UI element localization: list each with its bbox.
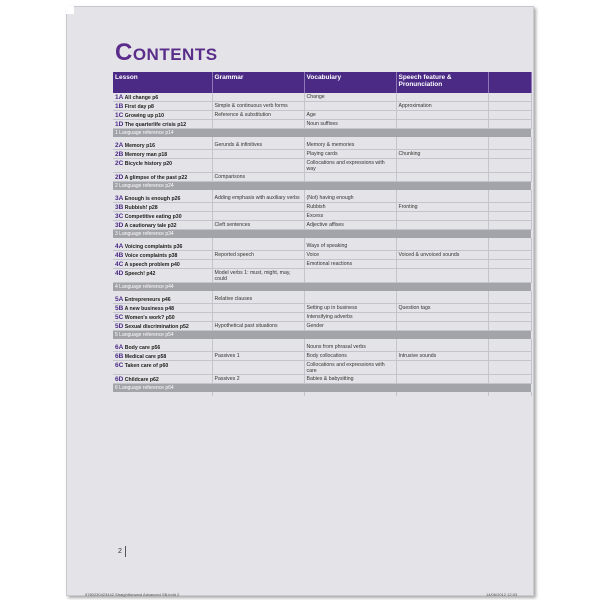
blank-cell — [488, 295, 531, 304]
language-reference-label: 1 Language reference p14 — [113, 129, 531, 138]
table-row — [113, 159, 531, 173]
vocabulary-cell: Gender — [304, 322, 396, 331]
language-reference-row — [113, 283, 531, 292]
table-row — [113, 304, 531, 313]
grammar-cell — [212, 159, 304, 173]
speech-cell: Approximation — [396, 102, 488, 111]
grammar-cell: Reported speech — [212, 251, 304, 260]
grammar-cell: Relative clauses — [212, 295, 304, 304]
language-reference-row — [113, 129, 531, 138]
vocabulary-cell — [304, 102, 396, 111]
grammar-cell — [212, 260, 304, 269]
grammar-cell: Passives 1 — [212, 352, 304, 361]
lesson-cell — [113, 313, 212, 322]
lesson-code: 5B — [115, 304, 124, 312]
grammar-cell: Hypothetical past situations — [212, 322, 304, 331]
column-header-speech: Speech feature & Pronunciation — [396, 72, 488, 93]
page-number: 2 — [118, 548, 122, 555]
speech-cell — [396, 361, 488, 375]
blank-cell — [488, 150, 531, 159]
vocabulary-cell: Babies & babysitting — [304, 375, 396, 384]
lesson-cell — [113, 93, 212, 102]
column-header-grammar: Grammar — [212, 72, 304, 93]
lesson-cell — [113, 173, 212, 182]
speech-cell — [396, 221, 488, 230]
table-row — [113, 212, 531, 221]
vocabulary-cell: Collocations and expressions with way — [304, 159, 396, 173]
lesson-page: p38 — [168, 252, 178, 259]
table-row — [113, 141, 531, 150]
lesson-page: p26 — [171, 195, 181, 202]
vocabulary-cell: Body collocations — [304, 352, 396, 361]
vocabulary-cell: Rubbish — [304, 203, 396, 212]
table-row — [113, 295, 531, 304]
lesson-cell — [113, 221, 212, 230]
page-corner — [66, 6, 74, 14]
language-reference-label: 5 Language reference p54 — [113, 331, 531, 340]
lesson-title: All change — [124, 94, 151, 101]
language-reference-label: 3 Language reference p34 — [113, 230, 531, 239]
speech-cell: Chunking — [396, 150, 488, 159]
page-title: Contents — [115, 39, 218, 66]
table-row — [113, 102, 531, 111]
lesson-page: p30 — [172, 213, 182, 220]
grammar-cell: Gerunds & infinitives — [212, 141, 304, 150]
vocabulary-cell: Ways of speaking — [304, 242, 396, 251]
table-row — [113, 361, 531, 375]
blank-cell — [488, 352, 531, 361]
blank-cell — [488, 304, 531, 313]
blank-cell — [488, 322, 531, 331]
blank-cell — [488, 313, 531, 322]
lesson-title: Voicing complaints — [124, 243, 172, 250]
language-reference-row — [113, 384, 531, 393]
lesson-page: p62 — [149, 376, 159, 383]
speech-cell — [396, 313, 488, 322]
speech-cell: Intrusive sounds — [396, 352, 488, 361]
lesson-page: p28 — [148, 204, 158, 211]
vocabulary-cell: Change — [304, 93, 396, 102]
lesson-code: 3D — [115, 221, 124, 229]
grammar-cell — [212, 361, 304, 375]
speech-cell: Voiced & unvoiced sounds — [396, 251, 488, 260]
lesson-cell — [113, 203, 212, 212]
grammar-cell: Passives 2 — [212, 375, 304, 384]
language-reference-label: 2 Language reference p24 — [113, 182, 531, 191]
language-reference-row — [113, 230, 531, 239]
lesson-cell — [113, 295, 212, 304]
lesson-title: Speech! — [124, 270, 145, 277]
language-reference-row — [113, 182, 531, 191]
table-row — [113, 269, 531, 283]
vocabulary-cell — [304, 173, 396, 182]
table-row — [113, 173, 531, 182]
lesson-title: First day — [124, 103, 147, 110]
vocabulary-cell: Noun suffixes — [304, 120, 396, 129]
blank-cell — [488, 173, 531, 182]
lesson-title: Bicycle history — [124, 160, 162, 167]
lesson-title: A glimpse of the past — [124, 174, 177, 181]
table-row — [113, 375, 531, 384]
lesson-code: 2C — [115, 159, 124, 167]
lesson-code: 3B — [115, 203, 124, 211]
blank-cell — [488, 194, 531, 203]
blank-cell — [488, 212, 531, 221]
table-row — [113, 194, 531, 203]
column-header-blank — [488, 72, 531, 93]
lesson-title: Voice complaints — [124, 252, 168, 259]
grammar-cell — [212, 313, 304, 322]
blank-cell — [488, 343, 531, 352]
vocabulary-cell: Intensifying adverbs — [304, 313, 396, 322]
speech-cell — [396, 269, 488, 283]
vocabulary-cell: Collocations and expressions with care — [304, 361, 396, 375]
vocabulary-cell: Age — [304, 111, 396, 120]
lesson-code: 3A — [115, 194, 124, 202]
grammar-cell — [212, 304, 304, 313]
table-row — [113, 120, 531, 129]
lesson-page: p42 — [146, 270, 156, 277]
speech-cell — [396, 260, 488, 269]
blank-cell — [488, 93, 531, 102]
lesson-title: Childcare — [124, 376, 149, 383]
print-slug-date: 14/06/2012 12:03 — [486, 592, 518, 597]
table-row — [113, 251, 531, 260]
lesson-page: p18 — [158, 151, 168, 158]
grammar-cell: Comparisons — [212, 173, 304, 182]
grammar-cell: Cleft sentences — [212, 221, 304, 230]
lesson-title: A cautionary tale — [124, 222, 167, 229]
language-reference-label: 6 Language reference p64 — [113, 384, 531, 393]
table-row — [113, 313, 531, 322]
lesson-cell — [113, 251, 212, 260]
table-row — [113, 343, 531, 352]
lesson-page: p8 — [147, 103, 154, 110]
lesson-page: p16 — [146, 142, 156, 149]
lesson-page: p10 — [155, 112, 164, 119]
blank-cell — [488, 203, 531, 212]
lesson-page: p52 — [179, 323, 189, 330]
page-number-rule — [125, 546, 126, 557]
lesson-title: A new business — [124, 305, 164, 312]
speech-cell — [396, 93, 488, 102]
lesson-page: p20 — [163, 160, 173, 167]
lesson-code: 5A — [115, 295, 124, 303]
lesson-code: 1C — [115, 111, 124, 119]
lesson-page: p48 — [165, 305, 174, 312]
vocabulary-cell: Excess — [304, 212, 396, 221]
lesson-title: Body care — [124, 344, 150, 351]
language-reference-label: 4 Language reference p44 — [113, 283, 531, 292]
lesson-cell — [113, 304, 212, 313]
lesson-code: 5D — [115, 322, 124, 330]
speech-cell — [396, 375, 488, 384]
grammar-cell: Model verbs 1: must, might, may, could — [212, 269, 304, 283]
vocabulary-cell: Setting up in business — [304, 304, 396, 313]
grammar-cell: Adding emphasis with auxiliary verbs — [212, 194, 304, 203]
blank-cell — [488, 120, 531, 129]
lesson-code: 6D — [115, 375, 124, 383]
lesson-page: p50 — [165, 314, 175, 321]
speech-cell — [396, 141, 488, 150]
lesson-cell — [113, 375, 212, 384]
blank-cell — [488, 221, 531, 230]
lesson-cell — [113, 111, 212, 120]
lesson-cell — [113, 352, 212, 361]
vocabulary-cell — [304, 269, 396, 283]
speech-cell — [396, 242, 488, 251]
lesson-title: Competitive eating — [124, 213, 172, 220]
lesson-cell — [113, 194, 212, 203]
lesson-title: Growing up — [124, 112, 154, 119]
lesson-code: 4B — [115, 251, 124, 259]
table-row — [113, 221, 531, 230]
grammar-cell — [212, 242, 304, 251]
lesson-cell — [113, 361, 212, 375]
lesson-cell — [113, 322, 212, 331]
lesson-page: p12 — [177, 121, 187, 128]
lesson-page: p32 — [167, 222, 177, 229]
speech-cell — [396, 120, 488, 129]
lesson-cell — [113, 260, 212, 269]
lesson-title: A speech problem — [124, 261, 170, 268]
lesson-title: Memory — [124, 142, 145, 149]
lesson-cell — [113, 150, 212, 159]
vocabulary-cell: Nouns from phrasal verbs — [304, 343, 396, 352]
lesson-code: 2B — [115, 150, 124, 158]
lesson-title: Memory man — [124, 151, 157, 158]
speech-cell — [396, 343, 488, 352]
lesson-code: 4C — [115, 260, 124, 268]
lesson-code: 4A — [115, 242, 124, 250]
blank-cell — [488, 159, 531, 173]
table-row — [113, 352, 531, 361]
lesson-cell — [113, 212, 212, 221]
lesson-cell — [113, 269, 212, 283]
vocabulary-cell: Playing cards — [304, 150, 396, 159]
language-reference-row — [113, 331, 531, 340]
lesson-cell — [113, 343, 212, 352]
speech-cell — [396, 173, 488, 182]
vocabulary-cell: Memory & memories — [304, 141, 396, 150]
lesson-page: p56 — [151, 344, 161, 351]
lesson-code: 1A — [115, 93, 124, 101]
lesson-code: 4D — [115, 269, 124, 277]
blank-cell — [488, 111, 531, 120]
lesson-cell — [113, 102, 212, 111]
lesson-code: 1D — [115, 120, 124, 128]
speech-cell — [396, 194, 488, 203]
grammar-cell — [212, 203, 304, 212]
blank-cell — [488, 141, 531, 150]
lesson-code: 5C — [115, 313, 124, 321]
contents-body — [113, 93, 531, 396]
lesson-cell — [113, 141, 212, 150]
table-header-row — [113, 72, 531, 93]
vocabulary-cell — [304, 295, 396, 304]
lesson-title: The quarterlife crisis — [124, 121, 176, 128]
lesson-title: Rubbish! — [124, 204, 148, 211]
lesson-code: 3C — [115, 212, 124, 220]
lesson-code: 6B — [115, 352, 124, 360]
speech-cell — [396, 322, 488, 331]
table-row — [113, 203, 531, 212]
grammar-cell — [212, 212, 304, 221]
lesson-page: p40 — [170, 261, 180, 268]
blank-cell — [488, 269, 531, 283]
vocabulary-cell: Adjective affixes — [304, 221, 396, 230]
lesson-page: p58 — [157, 353, 167, 360]
grammar-cell — [212, 150, 304, 159]
print-slug-file: 9780230423442 Straightforward Advanced SB.indd 2 — [85, 592, 180, 597]
lesson-cell — [113, 159, 212, 173]
vocabulary-cell: Voice — [304, 251, 396, 260]
speech-cell — [396, 111, 488, 120]
blank-cell — [488, 361, 531, 375]
vocabulary-cell: (Not) having enough — [304, 194, 396, 203]
column-header-lesson: Lesson — [113, 72, 212, 93]
lesson-code: 1B — [115, 102, 124, 110]
blank-cell — [488, 102, 531, 111]
lesson-code: 2A — [115, 141, 124, 149]
lesson-title: Medical care — [124, 353, 156, 360]
table-row — [113, 260, 531, 269]
lesson-page: p22 — [178, 174, 188, 181]
speech-cell: Question tags — [396, 304, 488, 313]
grammar-cell — [212, 93, 304, 102]
grammar-cell: Reference & substitution — [212, 111, 304, 120]
blank-cell — [488, 242, 531, 251]
lesson-page: p46 — [161, 296, 171, 303]
lesson-title: Taken care of — [124, 362, 158, 369]
contents-table — [113, 72, 532, 396]
speech-cell — [396, 212, 488, 221]
table-row — [113, 322, 531, 331]
lesson-code: 6C — [115, 361, 124, 369]
speech-cell — [396, 295, 488, 304]
lesson-page: p60 — [159, 362, 169, 369]
grammar-cell: Simple & continuous verb forms — [212, 102, 304, 111]
table-row — [113, 242, 531, 251]
blank-cell — [488, 251, 531, 260]
lesson-cell — [113, 242, 212, 251]
blank-cell — [488, 375, 531, 384]
lesson-code: 6A — [115, 343, 124, 351]
table-row — [113, 150, 531, 159]
grammar-cell — [212, 120, 304, 129]
speech-cell: Fronting — [396, 203, 488, 212]
lesson-page: p6 — [152, 94, 159, 101]
column-header-vocabulary: Vocabulary — [304, 72, 396, 93]
table-row — [113, 93, 531, 102]
vocabulary-cell: Emotional reactions — [304, 260, 396, 269]
lesson-title: Enough is enough — [124, 195, 171, 202]
speech-cell — [396, 159, 488, 173]
lesson-title: Sexual discrimination — [124, 323, 179, 330]
lesson-page: p36 — [173, 243, 183, 250]
lesson-title: Entrepreneurs — [124, 296, 161, 303]
grammar-cell — [212, 343, 304, 352]
blank-cell — [488, 260, 531, 269]
lesson-cell — [113, 120, 212, 129]
lesson-code: 2D — [115, 173, 124, 181]
lesson-title: Women's work? — [124, 314, 165, 321]
spacer-row — [113, 392, 531, 396]
table-row — [113, 111, 531, 120]
